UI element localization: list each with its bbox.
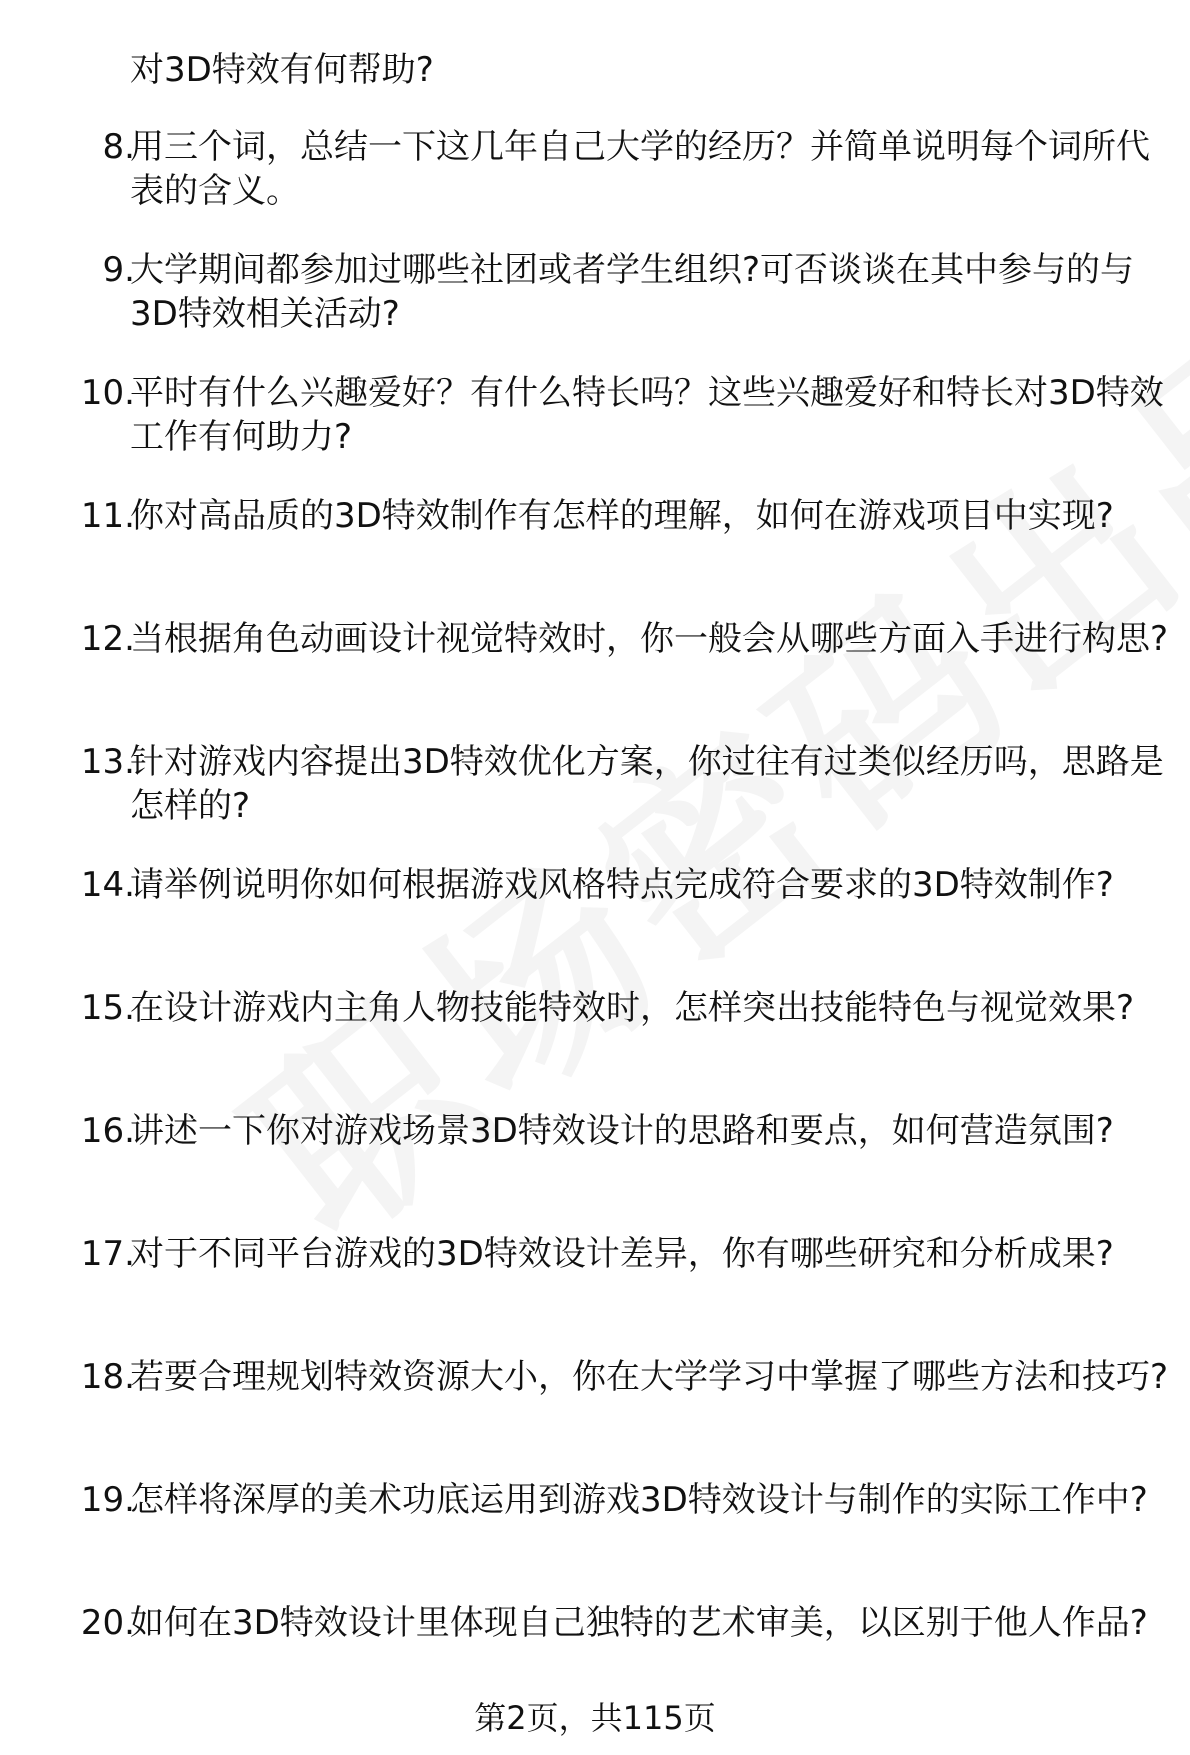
question-number: 9.: [102, 250, 135, 290]
question-text: 用三个词，总结一下这几年自己大学的经历？并简单说明每个词所代表的含义。: [130, 127, 1150, 211]
question-text: 若要合理规划特效资源大小，你在大学学习中掌握了哪些方法和技巧?: [130, 1357, 1169, 1397]
question-text: 平时有什么兴趣爱好？有什么特长吗？这些兴趣爱好和特长对3D特效工作有何助力?: [130, 373, 1164, 457]
question-number: 18.: [80, 1357, 135, 1397]
question-number: 14.: [80, 865, 135, 905]
question-item: [0, 986, 1190, 1109]
question-text: 讲述一下你对游戏场景3D特效设计的思路和要点，如何营造氛围?: [130, 1111, 1114, 1151]
question-text: 怎样将深厚的美术功底运用到游戏3D特效设计与制作的实际工作中?: [130, 1480, 1148, 1520]
question-number: 13.: [80, 742, 135, 782]
page-footer: 第2页，共115页: [474, 1699, 716, 1737]
question-number: 16.: [80, 1111, 135, 1151]
question-continuation: 对3D特效有何帮助?: [130, 50, 434, 90]
question-item: [0, 1478, 1190, 1601]
question-item: [0, 248, 1190, 371]
question-text: 大学期间都参加过哪些社团或者学生组织?可否谈谈在其中参与的与3D特效相关活动?: [130, 250, 1135, 334]
question-text: 针对游戏内容提出3D特效优化方案，你过往有过类似经历吗，思路是怎样的?: [130, 742, 1164, 826]
question-list: [0, 125, 1190, 1724]
question-text: 你对高品质的3D特效制作有怎样的理解，如何在游戏项目中实现?: [130, 496, 1114, 536]
question-item: [0, 125, 1190, 248]
question-item: [0, 740, 1190, 863]
question-number: 8.: [102, 127, 135, 167]
question-item: [0, 494, 1190, 617]
question-item: [0, 371, 1190, 494]
question-item: [0, 863, 1190, 986]
question-text: 在设计游戏内主角人物技能特效时，怎样突出技能特色与视觉效果?: [130, 988, 1135, 1028]
question-text: 如何在3D特效设计里体现自己独特的艺术审美，以区别于他人作品?: [130, 1603, 1148, 1643]
question-number: 11.: [80, 496, 135, 536]
question-number: 12.: [80, 619, 135, 659]
question-item: [0, 1232, 1190, 1355]
question-item: [0, 1109, 1190, 1232]
question-number: 10.: [80, 373, 135, 413]
question-text: 当根据角色动画设计视觉特效时，你一般会从哪些方面入手进行构思?: [130, 619, 1169, 659]
question-text: 对于不同平台游戏的3D特效设计差异，你有哪些研究和分析成果?: [130, 1234, 1114, 1274]
question-number: 15.: [80, 988, 135, 1028]
question-number: 19.: [80, 1480, 135, 1520]
question-text: 请举例说明你如何根据游戏风格特点完成符合要求的3D特效制作?: [130, 865, 1114, 905]
question-number: 20.: [80, 1603, 135, 1643]
question-item: [0, 617, 1190, 740]
question-number: 17.: [80, 1234, 135, 1274]
question-item: [0, 1355, 1190, 1478]
